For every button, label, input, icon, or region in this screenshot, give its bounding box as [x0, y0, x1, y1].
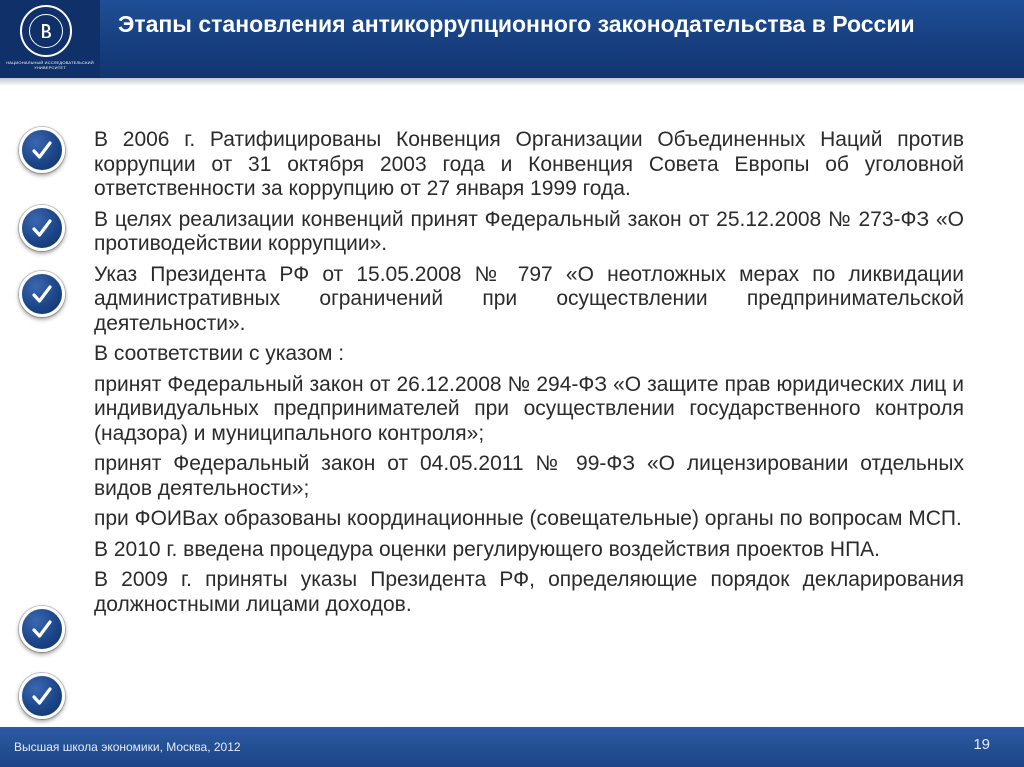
check-circle-icon: [19, 271, 65, 317]
page-title: Этапы становления антикоррупционного законодательства в России: [118, 11, 915, 37]
logo-caption: НАЦИОНАЛЬНЫЙ ИССЛЕДОВАТЕЛЬСКИЙ УНИВЕРСИТЕТ: [6, 60, 94, 70]
paragraph-law-273: В целях реализации конвенций принят Федеральный закон от 25.12.2008 № 273-ФЗ «О противодействии коррупции».: [94, 207, 964, 255]
logo-mark-icon: [35, 20, 57, 42]
hse-logo: [20, 5, 72, 57]
paragraph-2009-decrees: В 2009 г. приняты указы Президента РФ, определяющие порядок декларирования должностными лицами доходов.: [94, 568, 964, 616]
footer-caption: Высшая школа экономики, Москва, 2012: [14, 740, 241, 754]
paragraph-2010-ria: В 2010 г. введена процедура оценки регулирующего воздействия проектов НПА.: [94, 537, 881, 561]
paragraph-decree-797: Указ Президента РФ от 15.05.2008 № 797 «О неотложных мерах по ликвидации административных ограничений при осуществлении предпринимательской деятельности».: [94, 262, 964, 335]
header-shadow: [0, 78, 1024, 86]
paragraph-according-decree: В соответствии с указом :: [94, 342, 345, 365]
header-bar: [0, 0, 1024, 78]
content-body: [94, 128, 964, 617]
logo-area: [0, 0, 100, 78]
check-circle-icon: [19, 127, 65, 173]
check-circle-icon: [19, 606, 65, 652]
paragraph-ratification: В 2006 г. Ратифицированы Конвенция Организации Объединенных Наций против коррупции от 31 октября 2003 года и Конвенция Совета Европы об уголовной ответственности за коррупцию от 27 января 1999 года.: [94, 128, 964, 200]
check-circle-icon: [19, 205, 65, 251]
paragraph-law-294: принят Федеральный закон от 26.12.2008 № 294-ФЗ «О защите прав юридических лиц и индивидуальных предпринимателей при осуществлении государственного контроля (надзора) и муниципального контроля»;: [94, 372, 964, 445]
check-circle-icon: [19, 673, 65, 719]
footer-bar: [0, 727, 1024, 767]
page-number: 19: [973, 736, 990, 753]
paragraph-law-99: принят Федеральный закон от 04.05.2011 № 99-ФЗ «О лицензировании отдельных видов деятельности»;: [94, 452, 964, 500]
paragraph-foiv-msp: при ФОИВах образованы координационные (совещательные) органы по вопросам МСП.: [94, 507, 962, 530]
